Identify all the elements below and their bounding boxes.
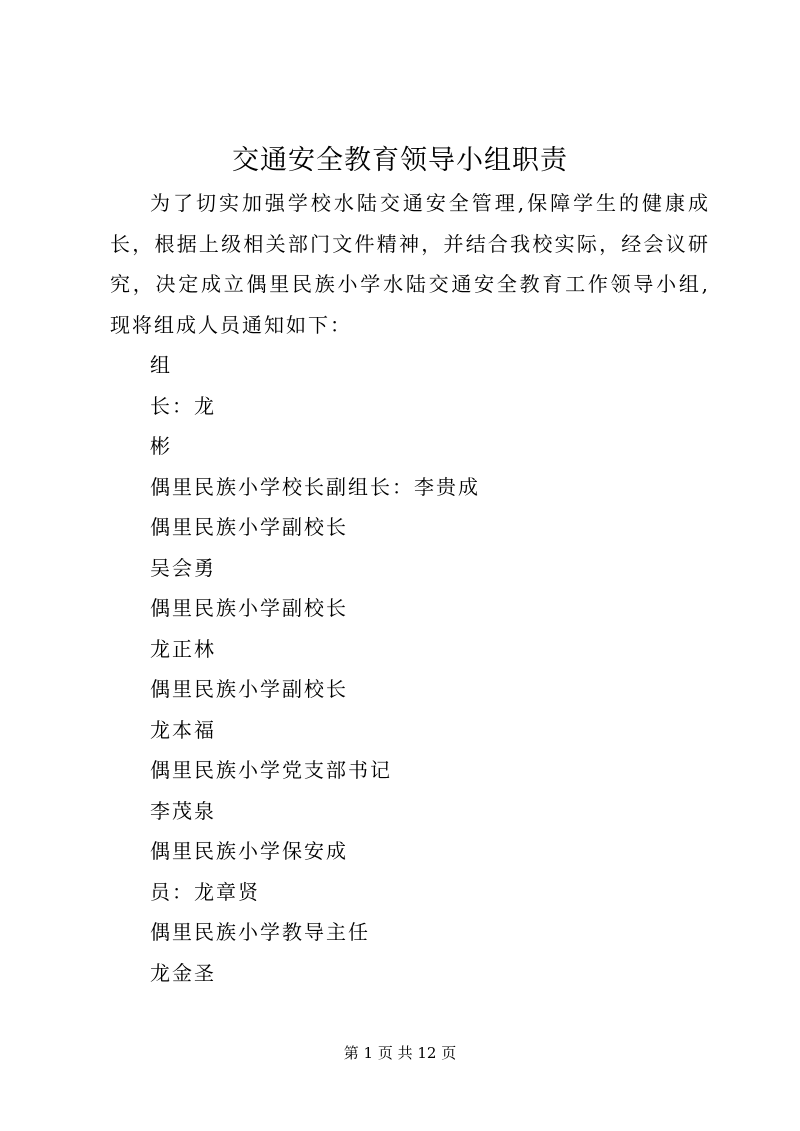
body-line: 彬: [150, 434, 172, 458]
body-line: 李茂泉: [150, 798, 216, 823]
body-line: 龙金圣: [150, 960, 216, 985]
body-line: 龙本福: [150, 717, 216, 742]
body-line: 偶里民族小学教导主任: [150, 920, 370, 944]
intro-paragraph: 为了切实加强学校水陆交通安全管理,保障学生的健康成长，根据上级相关部门文件精神，并结合我校实际，经会议研究，决定成立偶里民族小学水陆交通安全教育工作领导小组,现将组成人员通知如下：: [110, 191, 710, 337]
body-line: 偶里民族小学保安成: [150, 839, 348, 863]
body-line: 偶里民族小学副校长: [150, 677, 348, 701]
body-line: 长：龙: [150, 393, 216, 418]
document-title: 交通安全教育领导小组职责: [232, 145, 568, 176]
body-line: 组: [150, 353, 172, 377]
body-line: 偶里民族小学校长副组长：李贵成: [150, 474, 480, 499]
body-line: 偶里民族小学党支部书记: [150, 758, 392, 782]
page-indicator: 第 1 页 共 12 页: [343, 1044, 457, 1062]
page-footer: [0, 1043, 800, 1063]
body-line: 偶里民族小学副校长: [150, 515, 348, 539]
body-line: 员：龙章贤: [150, 879, 260, 904]
body-line: 吴会勇: [150, 555, 216, 580]
document-body: [110, 183, 710, 993]
body-line: 龙正林: [150, 636, 216, 661]
body-line: 偶里民族小学副校长: [150, 596, 348, 620]
